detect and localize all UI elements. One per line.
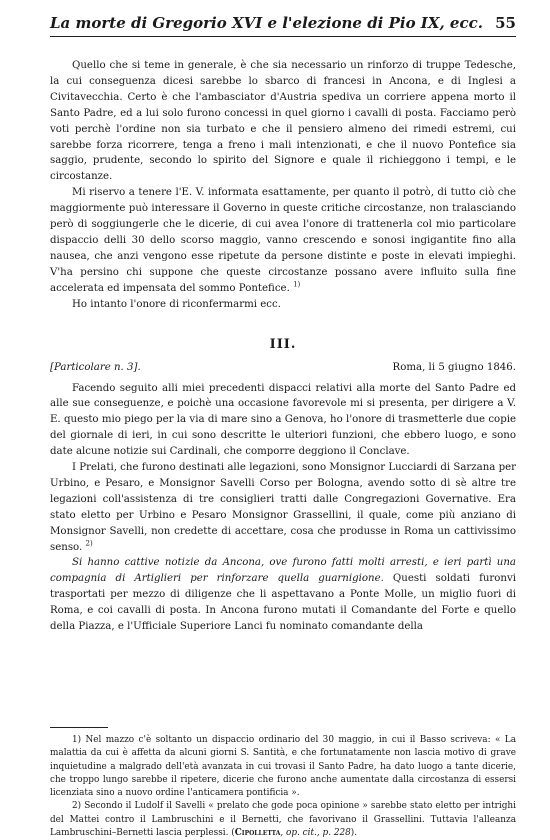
letter-heading xyxy=(50,362,516,373)
footnote-ref[interactable]: 1) xyxy=(293,280,301,289)
footnote-rule xyxy=(50,727,108,728)
footnote: 1) Nel mazzo c'è soltanto un dispaccio ordinario del 30 maggio, in cui il Basso scriveva: « La malattia da cui è affetta da alcuni giorni S. Santità, e che fortunatamente non lascia motivo di grave inquietudine a malgrado dell'età avanzata in cui trovasi il Santo Padre, ha dato luogo a tante dicerie, che troppo lungo sarebbe il ripetere, dicerie che furono anche aumentate dalla circostanza di essersi licenziata sino a nuovo ordine l'anticamera pontificia ». xyxy=(50,735,516,799)
header-rule xyxy=(50,36,516,37)
footnote-ref[interactable]: 2) xyxy=(85,539,93,548)
letter-label: [Particolare n. 3]. xyxy=(50,361,141,373)
paragraph: Si hanno cattive notizie da Ancona, ove furono fatti molti arresti, e ieri partì una compagnia di Artiglieri per rinforzare quella guarnigione. Questi soldati furonvi trasportati per mezzo di diligenze che li aspettavano a Ponte Molle, un miglio fuori di Roma, e coi cavalli di posta. In Ancona furono mutati il Comandante del Forte e quello della Piazza, e l'Ufficiale Superiore Lanci fu nominato comandante della xyxy=(50,557,516,633)
letter-date: Roma, li 5 giugno 1846. xyxy=(392,361,516,373)
section-number: III. xyxy=(269,336,297,352)
footnotes xyxy=(50,734,516,840)
footnote: 2) Secondo il Ludolf il Savelli « prelato che gode poca opinione » sarebbe stato eletto per intrighi del Mattei contro il Lambruschini e il Bernetti, che favorivano il Grassellini. Tuttavia l'alleanza Lambruschini–Bernetti lascia perplessi. (Cipolletta, op. cit., p. 228). xyxy=(50,801,516,839)
page-number: 55 xyxy=(495,14,516,32)
running-header xyxy=(50,14,516,32)
paragraph: I Prelati, che furono destinati alle legazioni, sono Monsignor Lucciardi di Sarzana per Urbino, e Pesaro, e Monsignor Savelli Corso per Bologna, avendo sotto di sè altre tre legazioni coll'assistenza di tre consiglieri tratti dalle Congregazioni Governative. Era stato eletto per Urbino e Pesaro Monsignor Grassellini, il quale, come più anziano di Monsignor Savelli, non credette di accettare, cosa che produsse in Roma un cattivissimo senso. $^{2)}$ xyxy=(50,462,516,553)
paragraph: Mi riservo a tenere l'E. V. informata esattamente, per quanto il potrò, di tutto ciò che maggiormente può interessare il Governo in queste critiche circostanze, non tralasciando però di soggiungerle che le dicerie, di cui avea l'onore di trattenerla col mio particolare dispaccio delli 30 dello scorso maggio, vanno crescendo e sonosi ingigantite fino alla nausea, che anzi vengono esse ripetute da persone distinte e poste in elevati impieghi. V'ha persino chi suppone che queste circostanze possano avere influito sulla fine accelerata ed impensata del sommo Pontefice. $^{1)}$ xyxy=(50,187,516,294)
paragraph: Quello che si teme in generale, è che sia necessario un rinforzo di truppe Tedesche, la cui conseguenza dicesi sarebbe lo sbarco di francesi in Ancona, e di Inglesi a Civitavecchia. Certo è che l'ambasciator d'Austria spediva un corriere appena morto il Santo Padre, ed a lui solo furono concessi in quel giorno i cavalli di posta. Facciamo però voti perchè l'ordine non sia turbato e che il pensiero almeno dei rimedi estremi, cui sarebbe forza ricorrere, tenga a freno i mali intenzionati, e che il nuovo Pontefice sia saggio, prudente, secondo lo spirito del Signore e quale il richieggono i tempi, e le circostanze. xyxy=(50,60,516,183)
closing-line: Ho intanto l'onore di riconfermarmi ecc. xyxy=(72,298,281,310)
paragraph: Facendo seguito alli miei precedenti dispacci relativi alla morte del Santo Padre ed alle sue conseguenze, e poichè una occasione favorevole mi si presenta, per dirigere a V. E. questo mio piego per la via di mare sino a Genova, ho l'onore di trasmetterle due copie del giornale di ieri, in cui sono descritte le ulteriori funzioni, che ebbero luogo, e sono date alcune notizie sui Cardinali, che comporre deggiono il Conclave. xyxy=(50,382,516,458)
running-title: La morte di Gregorio XVI e l'elezione di Pio IX, ecc. xyxy=(50,14,483,32)
cited-author: Cipolletta xyxy=(234,828,281,839)
main-text xyxy=(50,58,516,635)
